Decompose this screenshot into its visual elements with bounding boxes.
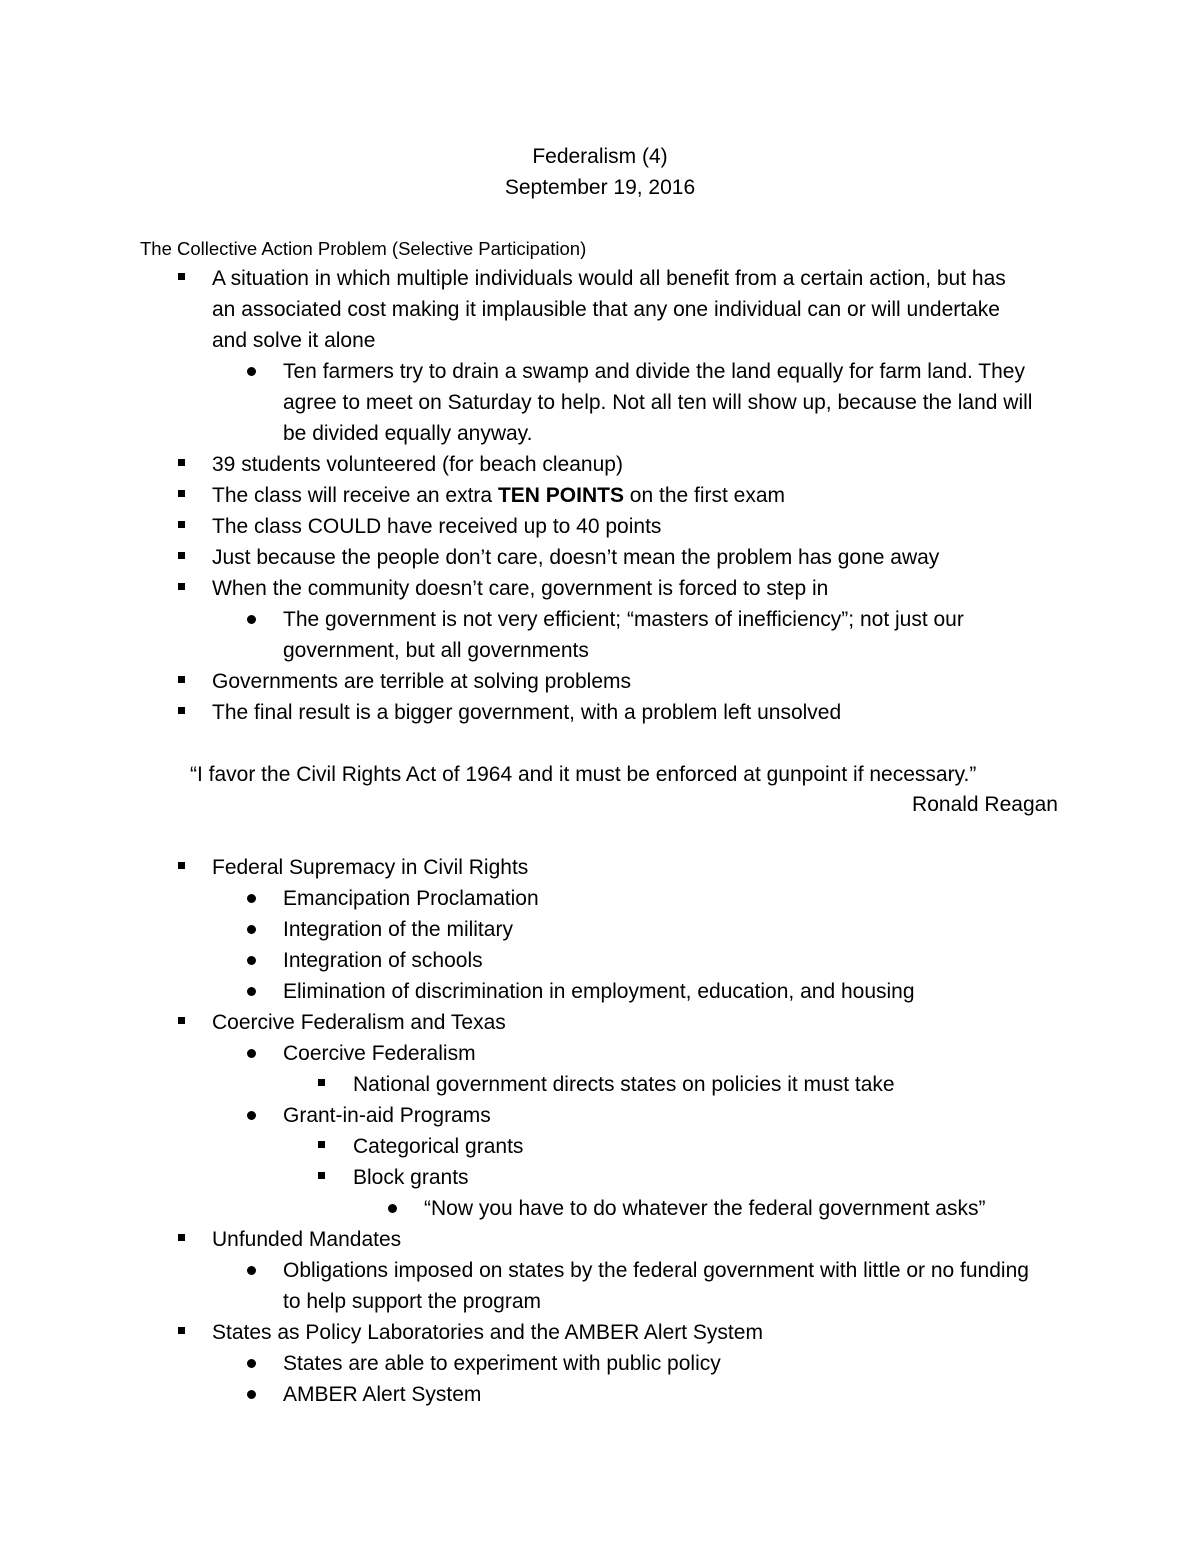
sub-list-item: Elimination of discrimination in employment, education, and housing (283, 980, 915, 1003)
sub-list-item-continuation: agree to meet on Saturday to help. Not all ten will show up, because the land will (283, 391, 1033, 414)
round-bullet-icon (247, 1049, 256, 1058)
section-heading: The Collective Action Problem (Selective Participation) (140, 238, 587, 259)
list-item: Just because the people don’t care, doesn’t mean the problem has gone away (212, 546, 940, 569)
square-bullet-icon (178, 459, 185, 466)
list-item: The class COULD have received up to 40 points (212, 515, 662, 538)
round-bullet-icon (247, 1390, 256, 1399)
sub-list-item: Integration of schools (283, 949, 483, 972)
sub-list-item: Coercive Federalism (283, 1042, 476, 1065)
square-bullet-icon (178, 676, 185, 683)
list-item: A situation in which multiple individuals would all benefit from a certain action, but has (212, 267, 1006, 290)
round-bullet-icon (247, 925, 256, 934)
list-item-continuation: an associated cost making it implausible that any one individual can or will undertake (212, 298, 1000, 321)
document-title: Federalism (4) (532, 145, 668, 168)
sub-sub-list-item: Block grants (353, 1166, 469, 1189)
square-bullet-icon (178, 552, 185, 559)
sub-list-item: Grant-in-aid Programs (283, 1104, 491, 1127)
square-bullet-icon (318, 1172, 325, 1179)
list-item (212, 480, 785, 511)
square-bullet-icon (178, 1017, 185, 1024)
square-bullet-icon (178, 273, 185, 280)
sub-list-item: The government is not very efficient; “masters of inefficiency”; not just our (283, 608, 964, 631)
sub-list-item-continuation: to help support the program (283, 1290, 541, 1313)
square-bullet-icon (178, 583, 185, 590)
item-text: on the first exam (623, 484, 786, 507)
square-bullet-icon (178, 707, 185, 714)
square-bullet-icon (178, 862, 185, 869)
list-item: Federal Supremacy in Civil Rights (212, 856, 529, 879)
round-bullet-icon (247, 956, 256, 965)
item-text: The class will receive an extra (212, 484, 498, 507)
list-item: Unfunded Mandates (212, 1228, 402, 1251)
square-bullet-icon (178, 490, 185, 497)
emphasis-text: TEN POINTS (497, 484, 624, 507)
square-bullet-icon (318, 1141, 325, 1148)
list-item-continuation: and solve it alone (212, 329, 376, 352)
document-date: September 19, 2016 (504, 176, 696, 199)
sub-list-item-continuation: be divided equally anyway. (283, 422, 533, 445)
sub-list-item: Integration of the military (283, 918, 513, 941)
square-bullet-icon (178, 1234, 185, 1241)
round-bullet-icon (247, 894, 256, 903)
square-bullet-icon (178, 521, 185, 528)
list-item: States as Policy Laboratories and the AMBER Alert System (212, 1321, 763, 1344)
quote-text: “I favor the Civil Rights Act of 1964 and it must be enforced at gunpoint if necessary.” (190, 763, 977, 786)
sub-sub-list-item: Categorical grants (353, 1135, 524, 1158)
square-bullet-icon (318, 1079, 325, 1086)
round-bullet-icon (247, 1111, 256, 1120)
round-bullet-icon (247, 1359, 256, 1368)
square-bullet-icon (178, 1327, 185, 1334)
sub-list-item: States are able to experiment with public policy (283, 1352, 721, 1375)
sub-list-item: AMBER Alert System (283, 1383, 482, 1406)
sub-sub-sub-list-item: “Now you have to do whatever the federal government asks” (424, 1197, 986, 1220)
round-bullet-icon (247, 1266, 256, 1275)
round-bullet-icon (247, 615, 256, 624)
list-item: 39 students volunteered (for beach cleanup) (212, 453, 623, 476)
quote-author: Ronald Reagan (912, 793, 1058, 816)
sub-list-item-continuation: government, but all governments (283, 639, 589, 662)
round-bullet-icon (388, 1204, 397, 1213)
list-item: The final result is a bigger government, with a problem left unsolved (212, 701, 842, 724)
round-bullet-icon (247, 367, 256, 376)
list-item: Coercive Federalism and Texas (212, 1011, 506, 1034)
list-item: Governments are terrible at solving problems (212, 670, 632, 693)
sub-sub-list-item: National government directs states on policies it must take (353, 1073, 895, 1096)
sub-list-item: Ten farmers try to drain a swamp and divide the land equally for farm land. They (283, 360, 1025, 383)
sub-list-item: Emancipation Proclamation (283, 887, 539, 910)
sub-list-item: Obligations imposed on states by the federal government with little or no funding (283, 1259, 1029, 1282)
round-bullet-icon (247, 987, 256, 996)
list-item: When the community doesn’t care, government is forced to step in (212, 577, 829, 600)
